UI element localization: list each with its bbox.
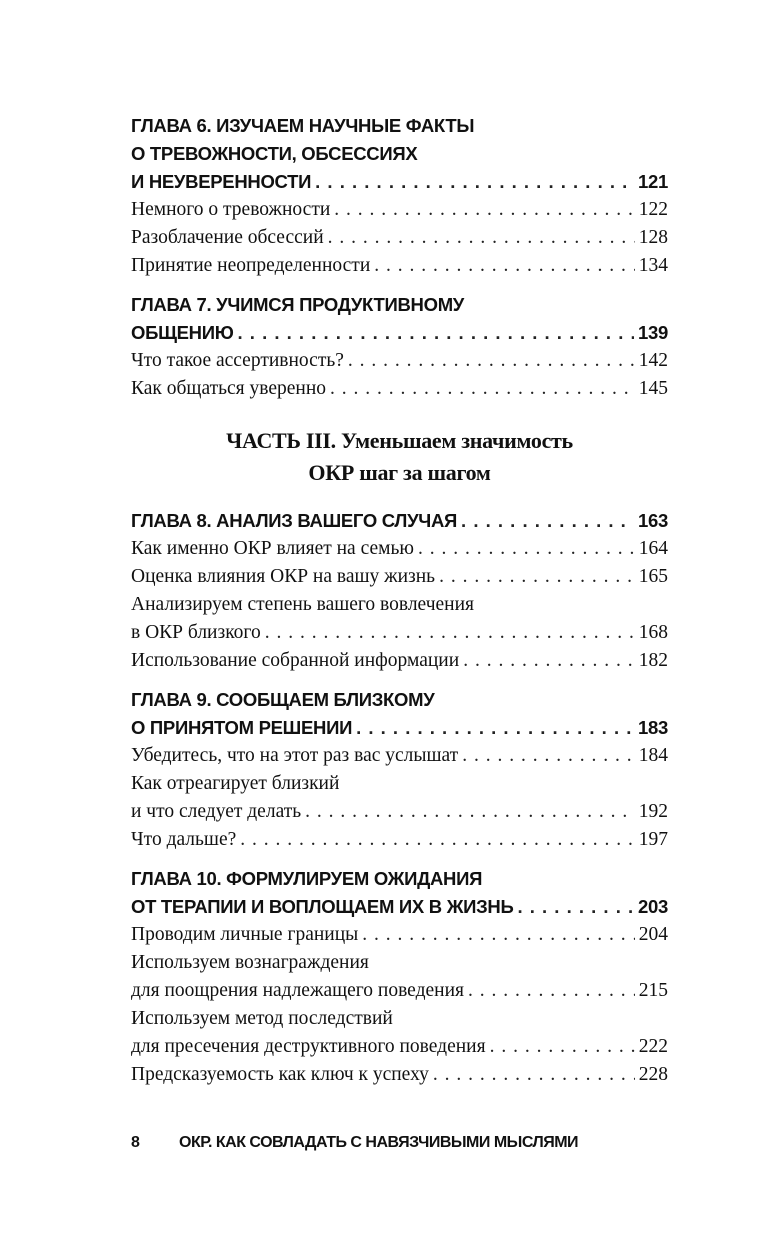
toc-entry-title: ГЛАВА 10. ФОРМУЛИРУЕМ ОЖИДАНИЯ (131, 868, 483, 889)
toc-page-number: 204 (638, 924, 668, 945)
toc-entry-title: Как отреагирует близкий (131, 773, 340, 794)
toc-chapter-heading-line[interactable] (131, 319, 668, 347)
dot-leader (334, 196, 634, 224)
toc-entry-title: Используем вознаграждения (131, 952, 369, 973)
dot-leader (240, 826, 634, 854)
dot-leader (418, 535, 635, 563)
toc-entry-title: О ТРЕВОЖНОСТИ, ОБСЕССИЯХ (131, 143, 418, 164)
toc-page-number: 192 (638, 801, 668, 822)
toc-entry[interactable] (131, 224, 668, 252)
toc-entry-title: Оценка влияния ОКР на вашу жизнь (131, 566, 436, 587)
toc-entry-title: ГЛАВА 9. СООБЩАЕМ БЛИЗКОМУ (131, 689, 435, 710)
toc-page-number: 215 (638, 980, 668, 1001)
toc-page-number: 165 (638, 566, 668, 587)
toc-entry[interactable] (131, 1033, 668, 1061)
toc-entry-title: ГЛАВА 8. АНАЛИЗ ВАШЕГО СЛУЧАЯ (131, 510, 458, 531)
dot-leader (490, 1033, 635, 1061)
toc-page-number: 184 (638, 745, 668, 766)
toc-entry-title: для пресечения деструктивного поведения (131, 1036, 486, 1057)
toc-chapter-heading-line[interactable] (131, 893, 668, 921)
toc-chapter (131, 507, 668, 675)
part-heading (131, 425, 668, 489)
toc-entry-title: Использование собранной информации (131, 650, 460, 671)
toc-chapter-heading-line[interactable] (131, 714, 668, 742)
toc-entry-title: И НЕУВЕРЕННОСТИ (131, 171, 312, 192)
toc-entry[interactable] (131, 742, 668, 770)
toc-entry[interactable] (131, 826, 668, 854)
toc-entry[interactable] (131, 252, 668, 280)
dot-leader (328, 224, 635, 252)
toc-entry[interactable] (131, 619, 668, 647)
dot-leader (462, 742, 635, 770)
dot-leader (433, 1061, 635, 1089)
toc-page-number: 121 (638, 171, 668, 192)
toc-entry[interactable] (131, 921, 668, 949)
dot-leader (461, 507, 634, 535)
toc-page-number: 222 (638, 1036, 668, 1057)
toc-entry[interactable] (131, 563, 668, 591)
toc-chapter (131, 686, 668, 854)
dot-leader (362, 921, 634, 949)
toc-chapter (131, 291, 668, 403)
toc-entry-title: О ПРИНЯТОМ РЕШЕНИИ (131, 717, 353, 738)
toc-entry[interactable] (131, 798, 668, 826)
toc-page-number: 128 (638, 227, 668, 248)
toc-entry-title: ГЛАВА 6. ИЗУЧАЕМ НАУЧНЫЕ ФАКТЫ (131, 115, 475, 136)
toc-entry[interactable] (131, 647, 668, 675)
dot-leader (305, 798, 635, 826)
toc-page-number: 122 (638, 199, 668, 220)
toc-entry-title: Проводим личные границы (131, 924, 359, 945)
toc-entry[interactable] (131, 770, 668, 798)
chapters-before-part (131, 112, 668, 403)
toc-entry-title: Как именно ОКР влияет на семью (131, 538, 414, 559)
running-title: ОКР. КАК СОВЛАДАТЬ С НАВЯЗЧИВЫМИ МЫСЛЯМИ (179, 1134, 579, 1151)
toc-entry[interactable] (131, 1061, 668, 1089)
dot-leader (238, 319, 635, 347)
dot-leader (356, 714, 634, 742)
toc-entry-title: Используем метод последствий (131, 1008, 393, 1029)
dot-leader (348, 347, 635, 375)
toc-entry[interactable] (131, 977, 668, 1005)
toc-entry-title: в ОКР близкого (131, 622, 261, 643)
toc-entry[interactable] (131, 347, 668, 375)
toc-chapter-heading-line[interactable] (131, 865, 668, 893)
toc-entry-title: ОБЩЕНИЮ (131, 322, 234, 343)
toc-entry-title: Немного о тревожности (131, 199, 331, 220)
toc-entry[interactable] (131, 535, 668, 563)
toc-page-number: 228 (638, 1064, 668, 1085)
toc-chapter-heading-line[interactable] (131, 168, 668, 196)
toc-entry[interactable] (131, 196, 668, 224)
toc-entry-title: Что такое ассертивность? (131, 350, 344, 371)
toc-chapter-heading-line[interactable] (131, 140, 668, 168)
dot-leader (330, 375, 635, 403)
dot-leader (315, 168, 634, 196)
toc-page-number: 183 (638, 717, 668, 738)
toc-page-number: 164 (638, 538, 668, 559)
toc-page-number: 203 (638, 896, 668, 917)
toc-chapter (131, 112, 668, 280)
toc-entry[interactable] (131, 1005, 668, 1033)
toc-page-number: 182 (638, 650, 668, 671)
toc-entry-title: Убедитесь, что на этот раз вас услышат (131, 745, 459, 766)
toc-entry-title: Как общаться уверенно (131, 378, 327, 399)
toc-entry[interactable] (131, 375, 668, 403)
toc-entry-title: Предсказуемость как ключ к успеху (131, 1064, 429, 1085)
toc-page-number: 145 (638, 378, 668, 399)
toc-page-number: 142 (638, 350, 668, 371)
toc-page-number: 139 (638, 322, 668, 343)
part-title-line-1: ЧАСТЬ III. Уменьшаем значимость (226, 428, 573, 453)
toc-chapter-heading-line[interactable] (131, 507, 668, 535)
toc-entry-title: Анализируем степень вашего вовлечения (131, 594, 475, 615)
toc-entry[interactable] (131, 591, 668, 619)
page-number: 8 (131, 1134, 140, 1151)
dot-leader (517, 893, 634, 921)
toc-entry-title: ГЛАВА 7. УЧИМСЯ ПРОДУКТИВНОМУ (131, 294, 465, 315)
toc-entry-title: ОТ ТЕРАПИИ И ВОПЛОЩАЕМ ИХ В ЖИЗНЬ (131, 896, 514, 917)
dot-leader (468, 977, 635, 1005)
dot-leader (463, 647, 635, 675)
toc-entry-title: Принятие неопределенности (131, 255, 371, 276)
toc-entry-title: Разоблачение обсессий (131, 227, 324, 248)
dot-leader (374, 252, 634, 280)
toc-page-number: 197 (638, 829, 668, 850)
table-of-contents (131, 112, 668, 1100)
toc-page-number: 163 (638, 510, 668, 531)
toc-entry-title: и что следует делать (131, 801, 302, 822)
chapters-after-part (131, 507, 668, 1089)
dot-leader (439, 563, 635, 591)
toc-chapter (131, 865, 668, 1089)
toc-entry-title: Что дальше? (131, 829, 237, 850)
toc-entry[interactable] (131, 949, 668, 977)
toc-page-number: 134 (638, 255, 668, 276)
dot-leader (265, 619, 635, 647)
toc-chapter-heading-line[interactable] (131, 686, 668, 714)
page-footer (131, 1134, 668, 1152)
toc-chapter-heading-line[interactable] (131, 291, 668, 319)
toc-chapter-heading-line[interactable] (131, 112, 668, 140)
toc-entry-title: для поощрения надлежащего поведения (131, 980, 464, 1001)
toc-page-number: 168 (638, 622, 668, 643)
part-title-line-2: ОКР шаг за шагом (308, 460, 491, 485)
